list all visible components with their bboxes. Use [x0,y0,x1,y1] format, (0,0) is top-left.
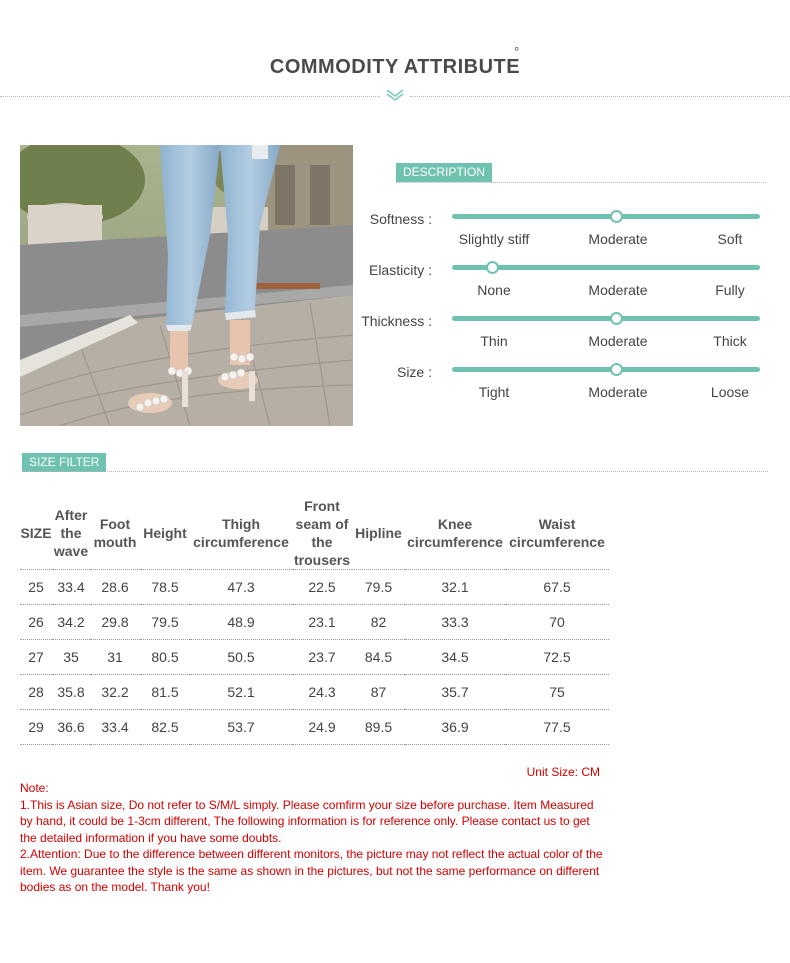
attribute-option: Fully [715,282,745,298]
slider-knob [486,261,499,274]
notes [20,780,605,896]
product-photo [20,145,353,426]
column-header-line: Thigh [221,516,261,532]
attribute-label: Thickness : [361,313,432,329]
table-cell: 33.4 [52,570,90,605]
table-cell: 81.5 [140,675,190,710]
column-header [405,497,505,570]
table-cell: 23.1 [292,605,352,640]
attribute-label: Softness : [369,211,432,227]
column-header-line: Foot [99,516,131,532]
attribute-slider [452,214,760,219]
table-cell: 24.9 [292,710,352,745]
table-cell: 84.5 [352,640,405,675]
table-cell: 79.5 [352,570,405,605]
attribute-option: Loose [710,384,750,400]
table-cell: 29 [20,710,52,745]
table-cell: 35 [52,640,90,675]
table-cell: 32.1 [405,570,505,605]
attribute-option: Moderate [588,333,648,349]
description-tag: DESCRIPTION [396,163,492,182]
column-header [90,497,140,570]
attribute-option: Moderate [588,282,648,298]
chevron-down-icon [384,88,406,102]
column-header-line: Waist [538,516,576,532]
table-cell: 82.5 [140,710,190,745]
table-cell: 67.5 [505,570,609,605]
table-cell: 52.1 [190,675,292,710]
column-header [352,497,405,570]
note-heading: Note: [20,781,49,795]
column-header [190,497,292,570]
slider-knob [610,210,623,223]
table-cell: 82 [352,605,405,640]
table-cell: 28.6 [90,570,140,605]
table-cell: 35.7 [405,675,505,710]
table-cell: 50.5 [190,640,292,675]
slider-knob [610,363,623,376]
table-cell: 35.8 [52,675,90,710]
attribute-option: None [477,282,511,298]
title-degree-mark: ° [514,44,520,59]
column-header [505,497,609,570]
table-cell: 77.5 [505,710,609,745]
table-cell: 36.9 [405,710,505,745]
attribute-option: Soft [717,231,743,247]
table-cell: 72.5 [505,640,609,675]
description-divider [396,182,766,183]
table-cell: 48.9 [190,605,292,640]
attribute-option: Moderate [588,384,648,400]
column-header [52,497,90,570]
size-table [20,497,609,745]
column-header-line: trousers [293,552,351,568]
column-header-line: circumference [193,534,289,550]
attribute-option: Slightly stiff [458,231,530,247]
attribute-slider [452,265,760,270]
table-cell: 80.5 [140,640,190,675]
table-cell: 87 [352,675,405,710]
table-row [20,675,609,710]
attribute-option: Moderate [588,231,648,247]
header-divider-right [410,96,790,97]
column-header-line: circumference [509,534,605,550]
column-header-line: wave [53,543,89,559]
table-row [20,640,609,675]
column-header-line: Knee [437,516,473,532]
table-cell: 31 [90,640,140,675]
table-cell: 53.7 [190,710,292,745]
table-cell: 33.4 [90,710,140,745]
note-item: 1.This is Asian size, Do not refer to S/M/L simply. Please comfirm your size before purchase. Item Measured by hand, it could be 1-3cm different, The following information is for reference only. Please contact us to get the detailed information if you have some doubts. [20,797,594,845]
column-header-line: mouth [93,534,137,550]
table-row [20,710,609,745]
column-header-line: circumference [407,534,503,550]
table-row [20,605,609,640]
column-header-line: SIZE [20,525,52,541]
attribute-label: Size : [396,364,432,380]
column-header-line: the [311,534,333,550]
size-filter-divider [22,471,768,472]
attribute-label: Elasticity : [368,262,432,278]
table-cell: 78.5 [140,570,190,605]
attribute-slider [452,367,760,372]
column-header-line: Front [304,498,340,514]
table-cell: 33.3 [405,605,505,640]
column-header-line: Hipline [355,525,402,541]
note-item: 2.Attention: Due to the difference between different monitors, the picture may not reflect the actual color of the item. We guarantee the style is the same as shown in the pictures, but not the same performance on different bodies as on the model. Thank you! [20,847,603,894]
table-row [20,570,609,605]
size-filter-tag: SIZE FILTER [22,453,106,472]
column-header [140,497,190,570]
attribute-option: Thin [480,333,508,349]
table-cell: 24.3 [292,675,352,710]
table-cell: 34.5 [405,640,505,675]
column-header-line: seam of [295,516,349,532]
table-cell: 75 [505,675,609,710]
table-cell: 28 [20,675,52,710]
table-cell: 47.3 [190,570,292,605]
size-table-header [20,497,609,570]
header-divider-left [0,96,380,97]
column-header-line: After [54,507,88,523]
table-cell: 27 [20,640,52,675]
table-cell: 29.8 [90,605,140,640]
column-header-line: Height [143,525,187,541]
table-cell: 36.6 [52,710,90,745]
page-title: COMMODITY ATTRIBUTE [269,56,521,78]
column-header [292,497,352,570]
unit-note: Unit Size: CM [526,765,600,779]
table-cell: 25 [20,570,52,605]
table-cell: 89.5 [352,710,405,745]
table-cell: 32.2 [90,675,140,710]
attribute-option: Tight [478,384,510,400]
table-cell: 23.7 [292,640,352,675]
column-header-line: the [60,525,82,541]
attribute-slider [452,316,760,321]
table-cell: 79.5 [140,605,190,640]
table-cell: 26 [20,605,52,640]
table-cell: 22.5 [292,570,352,605]
table-cell: 34.2 [52,605,90,640]
column-header [20,497,52,570]
table-cell: 70 [505,605,609,640]
slider-knob [610,312,623,325]
attribute-option: Thick [713,333,747,349]
